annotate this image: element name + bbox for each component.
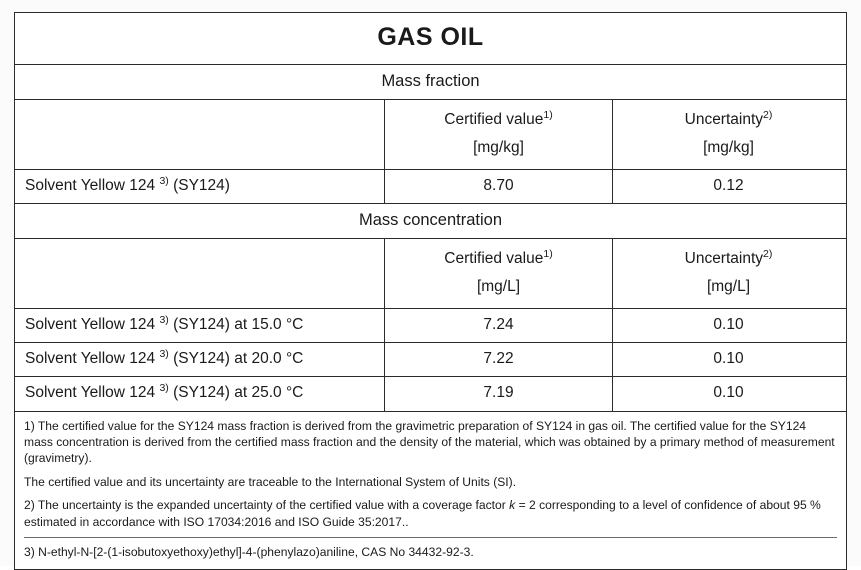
column-header-row-mass-fraction	[15, 99, 846, 169]
certified-value-cell	[385, 309, 613, 342]
column-header-row-mass-concentration	[15, 238, 846, 308]
table-row	[15, 308, 846, 342]
header-certified-value-cell	[385, 239, 613, 308]
uncertainty-value: 0.10	[713, 316, 744, 334]
footnote-marker-1: 1)	[543, 247, 553, 260]
certificate-table	[14, 12, 847, 570]
header-uncertainty-text: Uncertainty	[684, 250, 764, 268]
footnote-2-symbol: k	[509, 498, 516, 513]
section-label: Mass fraction	[381, 72, 480, 90]
footnote-marker-3: 3)	[159, 348, 169, 361]
section-label: Mass concentration	[358, 211, 503, 230]
footnote-2	[24, 497, 837, 530]
footnote-marker-1: 1)	[543, 108, 553, 121]
certified-value: 7.22	[483, 350, 514, 368]
footnote-marker-3: 3)	[159, 382, 169, 395]
section-band-cell	[15, 65, 846, 99]
table-row	[15, 376, 846, 410]
section-band-mass-concentration	[15, 203, 846, 238]
analyte-name-pre: Solvent Yellow 124	[25, 350, 160, 368]
header-certified-value-label	[444, 248, 552, 298]
uncertainty-value: 0.10	[713, 350, 744, 368]
header-certified-value-label	[444, 109, 552, 159]
header-analyte-cell	[15, 100, 385, 169]
analyte-cell	[15, 309, 385, 342]
certified-value-cell	[385, 343, 613, 376]
analyte-name-pre: Solvent Yellow 124	[25, 384, 160, 402]
footnote-marker-3: 3)	[159, 313, 169, 326]
analyte-cell	[15, 343, 385, 376]
analyte-name	[25, 383, 303, 403]
table-title-row	[15, 13, 846, 64]
table-row	[15, 342, 846, 376]
header-uncertainty-text: Uncertainty	[684, 111, 764, 128]
header-uncertainty-cell	[613, 100, 844, 169]
analyte-name	[25, 315, 303, 335]
analyte-name-post: (SY124)	[168, 177, 230, 194]
certified-value: 7.19	[483, 384, 514, 402]
section-band-mass-fraction	[15, 64, 846, 99]
header-certified-value-unit: [mg/L]	[476, 278, 521, 296]
table-row	[15, 169, 846, 203]
header-uncertainty-unit: [mg/kg]	[703, 139, 754, 156]
header-uncertainty-unit: [mg/L]	[706, 278, 751, 296]
section-band-cell	[15, 204, 846, 238]
analyte-name	[25, 176, 230, 196]
uncertainty-value: 0.10	[713, 384, 744, 402]
uncertainty-cell	[613, 343, 844, 376]
certified-value: 8.70	[483, 177, 514, 195]
header-analyte-cell	[15, 239, 385, 308]
footnote-1: 1) The certified value for the SY124 mass fraction is derived from the gravimetric preparation of SY124 in gas oil. The certified value for the SY124 mass concentration is derived from the certified mass fraction and the density of the material, which was obtained by a primary method of measurement (gravimetry).	[24, 418, 835, 466]
analyte-cell	[15, 170, 385, 203]
analyte-name-post: (SY124) at 15.0 °C	[168, 316, 304, 334]
analyte-name-pre: Solvent Yellow 124	[25, 316, 160, 334]
footnote-marker-2: 2)	[763, 108, 773, 121]
title-cell	[15, 13, 846, 64]
header-uncertainty-label	[685, 109, 773, 159]
header-certified-value-unit: [mg/kg]	[473, 139, 524, 156]
analyte-name	[25, 349, 303, 369]
header-certified-value-text: Certified value	[444, 111, 544, 128]
analyte-name-post: (SY124) at 20.0 °C	[168, 350, 304, 368]
header-certified-value-cell	[385, 100, 613, 169]
footnote-3: 3) N-ethyl-N-[2-(1-isobutoxyethoxy)ethyl]-4-(phenylazo)aniline, CAS No 34432-92-3.	[24, 545, 474, 560]
header-uncertainty-cell	[613, 239, 844, 308]
analyte-name-pre: Solvent Yellow 124	[25, 177, 160, 194]
certified-value-cell	[385, 170, 613, 203]
footnote-2-pre: 2) The uncertainty is the expanded uncertainty of the certified value with a coverage factor	[24, 498, 510, 513]
header-uncertainty-label	[685, 248, 773, 298]
uncertainty-cell	[613, 170, 844, 203]
footnote-marker-3: 3)	[159, 174, 169, 187]
uncertainty-cell	[613, 377, 844, 410]
uncertainty-cell	[613, 309, 844, 342]
analyte-cell	[15, 377, 385, 410]
footnote-marker-2: 2)	[763, 247, 773, 260]
footnote-2-post: = 2 corresponding to a level of confidence of about 95 % estimated in accordance with ISO 17034:2016 and ISO Guide 35:2017..	[24, 498, 821, 529]
certified-value-cell	[385, 377, 613, 410]
footnote-divider	[24, 537, 837, 538]
certified-value: 7.24	[483, 316, 514, 334]
footnotes-block	[15, 411, 846, 569]
analyte-name-post: (SY124) at 25.0 °C	[168, 384, 304, 402]
header-certified-value-text: Certified value	[444, 250, 544, 268]
uncertainty-value: 0.12	[713, 177, 744, 195]
page-title: GAS OIL	[377, 23, 484, 51]
footnote-traceability: The certified value and its uncertainty are traceable to the International System of Units (SI).	[24, 474, 517, 489]
